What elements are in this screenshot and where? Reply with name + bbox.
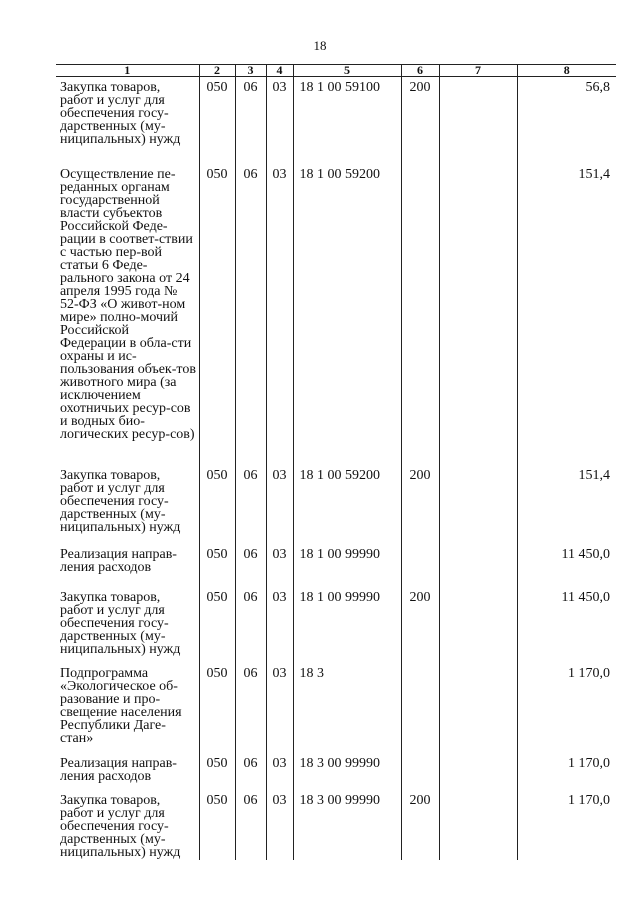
table-row xyxy=(56,753,616,790)
row-code-3: 06 xyxy=(235,544,266,587)
row-code-3: 06 xyxy=(235,77,266,164)
row-name xyxy=(56,544,199,587)
row-code-6 xyxy=(401,164,439,465)
row-code-3: 06 xyxy=(235,164,266,465)
row-code-5: 18 3 00 99990 xyxy=(293,753,401,790)
column-header-1: 1 xyxy=(56,65,199,77)
page-number: 18 xyxy=(313,38,327,53)
row-code-4: 03 xyxy=(266,790,293,860)
row-name xyxy=(56,77,199,164)
row-code-5: 18 3 00 99990 xyxy=(293,790,401,860)
row-amount: 11 450,0 xyxy=(517,544,616,587)
row-name-text: Подпрограмма «Экологическое об-разование и про-свещение населения Республики Даге-стан» xyxy=(60,665,182,746)
table-row xyxy=(56,790,616,860)
row-name xyxy=(56,790,199,860)
row-name-text: Закупка товаров, работ и услуг для обеспечения госу-дарственных (му-ниципальных) нужд xyxy=(60,467,181,535)
row-code-7 xyxy=(439,753,517,790)
row-code-2: 050 xyxy=(199,663,235,753)
row-name xyxy=(56,587,199,663)
row-name-text: Осуществление пе-реданных органам государственной власти субъектов Российской Феде-рации в соответ-ствии с частью пер-вой статьи 6 Феде-рального закона от 24 апреля 1995 года № 52-ФЗ «О живот-ном мире» полно-мочий Российской Федерации в обла-сти охраны и ис-пользования объек-тов животного мира (за исключением охотничьих ресур-сов и водных био-логических ресур-сов) xyxy=(60,166,196,442)
row-code-2: 050 xyxy=(199,587,235,663)
row-code-2: 050 xyxy=(199,77,235,164)
row-name xyxy=(56,164,199,465)
row-code-4: 03 xyxy=(266,663,293,753)
row-code-7 xyxy=(439,164,517,465)
row-code-4: 03 xyxy=(266,544,293,587)
row-name-text: Закупка товаров, работ и услуг для обеспечения госу-дарственных (му-ниципальных) нужд xyxy=(60,792,181,860)
row-amount: 1 170,0 xyxy=(517,753,616,790)
row-code-5: 18 1 00 59100 xyxy=(293,77,401,164)
row-name xyxy=(56,753,199,790)
row-name-text: Реализация направ-ления расходов xyxy=(60,546,177,575)
table-row xyxy=(56,663,616,753)
row-code-4: 03 xyxy=(266,465,293,544)
row-name-text: Реализация направ-ления расходов xyxy=(60,755,177,784)
row-amount: 151,4 xyxy=(517,465,616,544)
row-code-6: 200 xyxy=(401,587,439,663)
row-code-4: 03 xyxy=(266,587,293,663)
row-amount: 151,4 xyxy=(517,164,616,465)
row-name-text: Закупка товаров, работ и услуг для обеспечения госу-дарственных (му-ниципальных) нужд xyxy=(60,589,181,657)
row-code-7 xyxy=(439,77,517,164)
row-code-5: 18 1 00 99990 xyxy=(293,544,401,587)
column-header-5: 5 xyxy=(293,65,401,77)
row-code-6 xyxy=(401,663,439,753)
row-code-2: 050 xyxy=(199,544,235,587)
row-code-7 xyxy=(439,663,517,753)
row-code-7 xyxy=(439,790,517,860)
row-code-4: 03 xyxy=(266,77,293,164)
row-code-4: 03 xyxy=(266,164,293,465)
table-header xyxy=(56,65,616,77)
row-code-6 xyxy=(401,544,439,587)
row-code-2: 050 xyxy=(199,465,235,544)
row-name xyxy=(56,663,199,753)
table-row xyxy=(56,77,616,164)
column-header-3: 3 xyxy=(235,65,266,77)
row-code-5: 18 1 00 99990 xyxy=(293,587,401,663)
row-code-7 xyxy=(439,465,517,544)
row-amount: 56,8 xyxy=(517,77,616,164)
row-name-text: Закупка товаров, работ и услуг для обеспечения госу-дарственных (му-ниципальных) нужд xyxy=(60,80,181,147)
row-name xyxy=(56,465,199,544)
row-code-2: 050 xyxy=(199,753,235,790)
column-header-7: 7 xyxy=(439,65,517,77)
row-code-5: 18 1 00 59200 xyxy=(293,465,401,544)
table-row xyxy=(56,587,616,663)
row-amount: 11 450,0 xyxy=(517,587,616,663)
row-code-2: 050 xyxy=(199,790,235,860)
row-code-5: 18 3 xyxy=(293,663,401,753)
column-header-4: 4 xyxy=(266,65,293,77)
table-row xyxy=(56,544,616,587)
row-code-6: 200 xyxy=(401,790,439,860)
table-row xyxy=(56,164,616,465)
row-amount: 1 170,0 xyxy=(517,790,616,860)
row-code-7 xyxy=(439,587,517,663)
budget-table xyxy=(56,64,616,860)
table-row xyxy=(56,465,616,544)
row-code-4: 03 xyxy=(266,753,293,790)
row-code-3: 06 xyxy=(235,587,266,663)
row-code-3: 06 xyxy=(235,663,266,753)
row-code-7 xyxy=(439,544,517,587)
row-code-3: 06 xyxy=(235,753,266,790)
row-code-3: 06 xyxy=(235,465,266,544)
row-code-6: 200 xyxy=(401,77,439,164)
row-code-6: 200 xyxy=(401,465,439,544)
row-code-5: 18 1 00 59200 xyxy=(293,164,401,465)
table-body xyxy=(56,77,616,860)
row-code-2: 050 xyxy=(199,164,235,465)
row-code-6 xyxy=(401,753,439,790)
row-code-3: 06 xyxy=(235,790,266,860)
row-amount: 1 170,0 xyxy=(517,663,616,753)
column-header-2: 2 xyxy=(199,65,235,77)
column-header-8: 8 xyxy=(517,65,616,77)
column-header-6: 6 xyxy=(401,65,439,77)
header-row xyxy=(56,65,616,77)
